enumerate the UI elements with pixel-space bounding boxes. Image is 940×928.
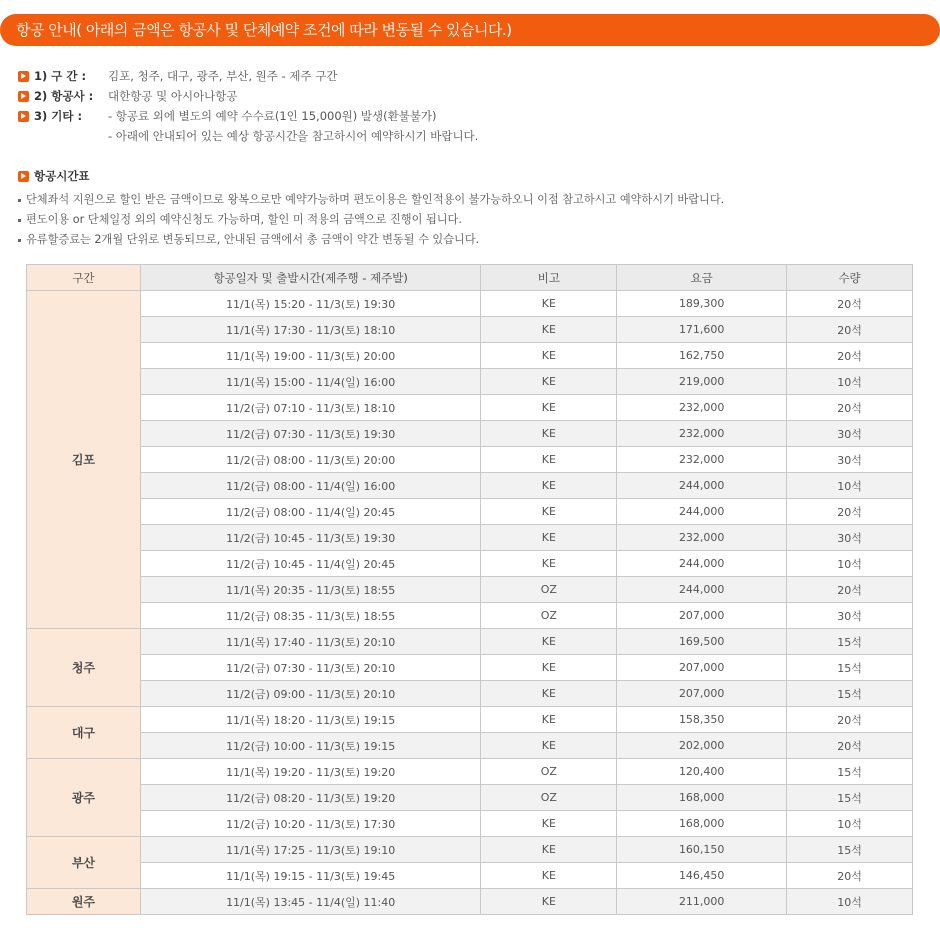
airline-cell: KE <box>481 629 617 655</box>
arrow-bullet-icon <box>18 71 29 82</box>
fare-cell: 232,000 <box>617 525 787 551</box>
schedule-cell: 11/2(금) 08:35 - 11/3(토) 18:55 <box>140 603 481 629</box>
fare-cell: 146,450 <box>617 863 787 889</box>
page-banner <box>0 14 940 46</box>
schedule-cell: 11/1(목) 19:20 - 11/3(토) 19:20 <box>140 759 481 785</box>
table-row <box>27 603 913 629</box>
fare-cell: 189,300 <box>617 291 787 317</box>
table-row <box>27 447 913 473</box>
fare-cell: 202,000 <box>617 733 787 759</box>
schedule-cell: 11/2(금) 10:45 - 11/4(일) 20:45 <box>140 551 481 577</box>
seats-cell: 10석 <box>787 551 913 577</box>
airline-cell: OZ <box>481 577 617 603</box>
table-row <box>27 811 913 837</box>
region-cell: 대구 <box>27 707 141 759</box>
schedule-cell: 11/2(금) 08:00 - 11/4(일) 20:45 <box>140 499 481 525</box>
info-route <box>18 66 478 86</box>
airline-cell: OZ <box>481 603 617 629</box>
seats-cell: 10석 <box>787 369 913 395</box>
arrow-bullet-icon <box>18 111 29 122</box>
airline-cell: KE <box>481 317 617 343</box>
table-row <box>27 681 913 707</box>
seats-cell: 20석 <box>787 395 913 421</box>
schedule-cell: 11/1(목) 19:00 - 11/3(토) 20:00 <box>140 343 481 369</box>
fare-cell: 171,600 <box>617 317 787 343</box>
bullet-dot-icon <box>18 219 21 222</box>
col-header-region: 구간 <box>27 265 141 291</box>
note-text: 단체좌석 지원으로 할인 받은 금액이므로 왕복으로만 예약가능하며 편도이용은 할인적용이 불가능하오니 이점 참고하시고 예약하시기 바랍니다. <box>26 193 725 206</box>
info-key: 2) 항공사 : <box>34 89 94 103</box>
info-airline <box>18 86 478 106</box>
schedule-cell: 11/2(금) 08:20 - 11/3(토) 19:20 <box>140 785 481 811</box>
seats-cell: 15석 <box>787 629 913 655</box>
note-item <box>18 210 724 230</box>
airline-cell: KE <box>481 733 617 759</box>
fare-cell: 211,000 <box>617 889 787 915</box>
airline-cell: KE <box>481 421 617 447</box>
schedule-cell: 11/2(금) 07:30 - 11/3(토) 20:10 <box>140 655 481 681</box>
col-header-fare: 요금 <box>617 265 787 291</box>
fare-cell: 244,000 <box>617 473 787 499</box>
table-row <box>27 759 913 785</box>
airline-cell: KE <box>481 551 617 577</box>
schedule-cell: 11/2(금) 07:10 - 11/3(토) 18:10 <box>140 395 481 421</box>
table-row <box>27 785 913 811</box>
fare-cell: 232,000 <box>617 447 787 473</box>
schedule-cell: 11/1(목) 15:00 - 11/4(일) 16:00 <box>140 369 481 395</box>
airline-cell: KE <box>481 837 617 863</box>
airline-cell: KE <box>481 811 617 837</box>
fare-cell: 162,750 <box>617 343 787 369</box>
seats-cell: 20석 <box>787 291 913 317</box>
schedule-cell: 11/1(목) 19:15 - 11/3(토) 19:45 <box>140 863 481 889</box>
seats-cell: 15석 <box>787 759 913 785</box>
table-body <box>27 291 913 915</box>
fare-cell: 244,000 <box>617 551 787 577</box>
flight-schedule-table <box>26 264 913 915</box>
seats-cell: 20석 <box>787 499 913 525</box>
table-row <box>27 889 913 915</box>
schedule-cell: 11/2(금) 07:30 - 11/3(토) 19:30 <box>140 421 481 447</box>
fare-cell: 244,000 <box>617 577 787 603</box>
airline-cell: KE <box>481 369 617 395</box>
airline-cell: KE <box>481 395 617 421</box>
schedule-cell: 11/1(목) 17:25 - 11/3(토) 19:10 <box>140 837 481 863</box>
fare-cell: 232,000 <box>617 421 787 447</box>
seats-cell: 20석 <box>787 733 913 759</box>
seats-cell: 30석 <box>787 603 913 629</box>
table-row <box>27 655 913 681</box>
info-etc <box>18 106 478 126</box>
info-value: 대한항공 및 아시아나항공 <box>108 89 238 103</box>
schedule-cell: 11/1(목) 17:30 - 11/3(토) 18:10 <box>140 317 481 343</box>
schedule-cell: 11/1(목) 20:35 - 11/3(토) 18:55 <box>140 577 481 603</box>
fare-cell: 232,000 <box>617 395 787 421</box>
table-header-row <box>27 265 913 291</box>
table-row <box>27 317 913 343</box>
section-title-text: 항공시간표 <box>34 169 90 183</box>
schedule-cell: 11/1(목) 13:45 - 11/4(일) 11:40 <box>140 889 481 915</box>
seats-cell: 20석 <box>787 863 913 889</box>
airline-cell: OZ <box>481 785 617 811</box>
seats-cell: 15석 <box>787 681 913 707</box>
fare-cell: 169,500 <box>617 629 787 655</box>
airline-cell: KE <box>481 681 617 707</box>
seats-cell: 20석 <box>787 577 913 603</box>
schedule-cell: 11/2(금) 10:45 - 11/3(토) 19:30 <box>140 525 481 551</box>
fare-cell: 219,000 <box>617 369 787 395</box>
seats-cell: 15석 <box>787 837 913 863</box>
airline-cell: KE <box>481 447 617 473</box>
table-row <box>27 525 913 551</box>
banner-title: 항공 안내( 아래의 금액은 항공사 및 단체예약 조건에 따라 변동될 수 있습니다.) <box>16 21 512 39</box>
fare-cell: 120,400 <box>617 759 787 785</box>
region-cell: 광주 <box>27 759 141 837</box>
table-row <box>27 369 913 395</box>
region-cell: 부산 <box>27 837 141 889</box>
schedule-section-title <box>18 168 90 184</box>
fare-cell: 207,000 <box>617 603 787 629</box>
table-row <box>27 395 913 421</box>
seats-cell: 10석 <box>787 473 913 499</box>
table-row <box>27 837 913 863</box>
table-row <box>27 551 913 577</box>
seats-cell: 30석 <box>787 421 913 447</box>
table-row <box>27 863 913 889</box>
fare-cell: 207,000 <box>617 681 787 707</box>
table-row <box>27 421 913 447</box>
info-value: - 항공료 외에 별도의 예약 수수료(1인 15,000원) 발생(환불불가) <box>108 109 437 123</box>
note-item <box>18 190 724 210</box>
seats-cell: 20석 <box>787 707 913 733</box>
table-row <box>27 629 913 655</box>
bullet-dot-icon <box>18 239 21 242</box>
seats-cell: 15석 <box>787 785 913 811</box>
info-etc-extra: - 아래에 안내되어 있는 예상 항공시간을 참고하시어 예약하시기 바랍니다. <box>108 129 479 143</box>
bullet-dot-icon <box>18 199 21 202</box>
arrow-bullet-icon <box>18 91 29 102</box>
arrow-bullet-icon <box>18 171 29 182</box>
schedule-notes <box>18 190 724 250</box>
fare-cell: 168,000 <box>617 785 787 811</box>
table-row <box>27 499 913 525</box>
schedule-cell: 11/2(금) 10:00 - 11/3(토) 19:15 <box>140 733 481 759</box>
airline-cell: KE <box>481 343 617 369</box>
seats-cell: 20석 <box>787 317 913 343</box>
airline-cell: KE <box>481 655 617 681</box>
info-key: 3) 기타 : <box>34 109 83 123</box>
region-cell: 청주 <box>27 629 141 707</box>
table-row <box>27 291 913 317</box>
schedule-cell: 11/2(금) 08:00 - 11/3(토) 20:00 <box>140 447 481 473</box>
col-header-schedule: 항공일자 및 출발시간(제주행 - 제주발) <box>140 265 481 291</box>
fare-cell: 244,000 <box>617 499 787 525</box>
note-text: 유류할증료는 2개월 단위로 변동되므로, 안내된 금액에서 총 금액이 약간 변동될 수 있습니다. <box>26 233 480 246</box>
info-value: 김포, 청주, 대구, 광주, 부산, 원주 - 제주 구간 <box>108 69 338 83</box>
schedule-cell: 11/2(금) 10:20 - 11/3(토) 17:30 <box>140 811 481 837</box>
fare-cell: 160,150 <box>617 837 787 863</box>
schedule-cell: 11/2(금) 08:00 - 11/4(일) 16:00 <box>140 473 481 499</box>
airline-cell: OZ <box>481 759 617 785</box>
seats-cell: 20석 <box>787 343 913 369</box>
schedule-cell: 11/1(목) 17:40 - 11/3(토) 20:10 <box>140 629 481 655</box>
airline-cell: KE <box>481 525 617 551</box>
schedule-cell: 11/1(목) 15:20 - 11/3(토) 19:30 <box>140 291 481 317</box>
table-row <box>27 707 913 733</box>
airline-cell: KE <box>481 291 617 317</box>
table-row <box>27 343 913 369</box>
airline-cell: KE <box>481 863 617 889</box>
table-row <box>27 733 913 759</box>
airline-cell: KE <box>481 473 617 499</box>
seats-cell: 30석 <box>787 525 913 551</box>
airline-cell: KE <box>481 499 617 525</box>
fare-cell: 168,000 <box>617 811 787 837</box>
table-row <box>27 473 913 499</box>
region-cell: 원주 <box>27 889 141 915</box>
fare-cell: 158,350 <box>617 707 787 733</box>
seats-cell: 10석 <box>787 811 913 837</box>
airline-cell: KE <box>481 889 617 915</box>
airline-cell: KE <box>481 707 617 733</box>
col-header-seats: 수량 <box>787 265 913 291</box>
flight-info-list <box>18 66 478 146</box>
schedule-cell: 11/1(목) 18:20 - 11/3(토) 19:15 <box>140 707 481 733</box>
seats-cell: 10석 <box>787 889 913 915</box>
note-item <box>18 230 724 250</box>
schedule-cell: 11/2(금) 09:00 - 11/3(토) 20:10 <box>140 681 481 707</box>
info-key: 1) 구 간 : <box>34 69 87 83</box>
fare-cell: 207,000 <box>617 655 787 681</box>
note-text: 편도이용 or 단체일정 외의 예약신청도 가능하며, 할인 미 적용의 금액으로 진행이 됩니다. <box>26 213 462 226</box>
seats-cell: 30석 <box>787 447 913 473</box>
region-cell: 김포 <box>27 291 141 629</box>
table-row <box>27 577 913 603</box>
seats-cell: 15석 <box>787 655 913 681</box>
col-header-note: 비고 <box>481 265 617 291</box>
